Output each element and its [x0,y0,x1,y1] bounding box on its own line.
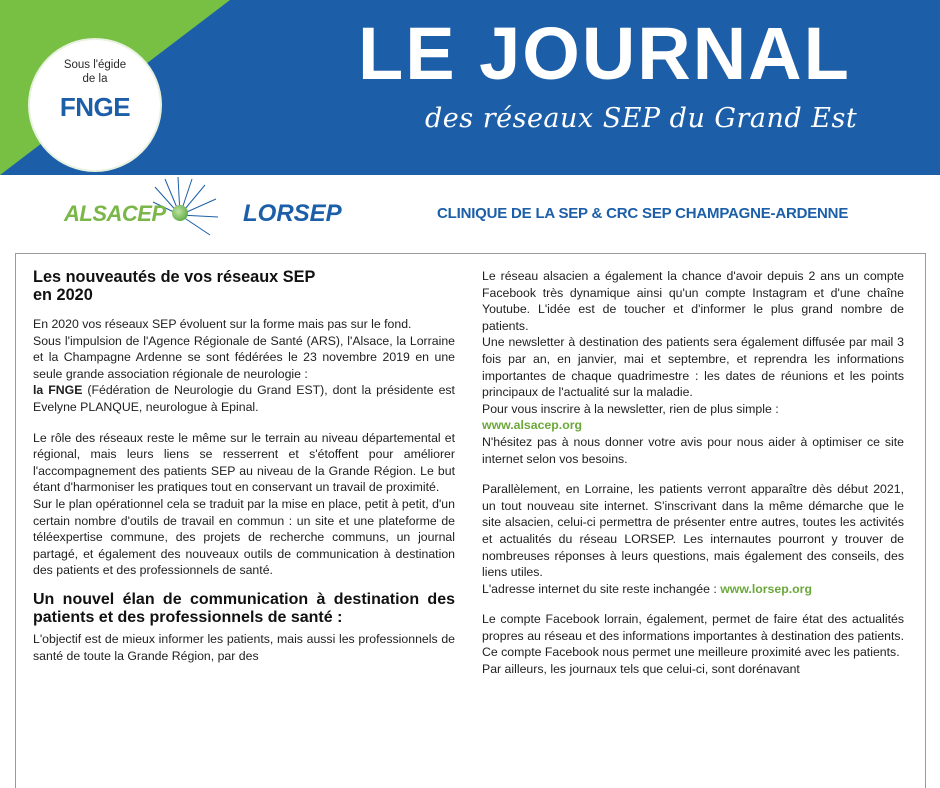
paragraph: Sur le plan opérationnel cela se traduit par la mise en place, petit à petit, d'un certain nombre d'outils de travail en commun : un site et une plateforme de téléexpertise commune, des projets de recherche communs, un journal partagé, et également des nouveaux outils de communication à destination des patients et des professionnels de santé. [33,496,455,578]
clinique-label: CLINIQUE DE LA SEP & CRC SEP CHAMPAGNE-ARDENNE [437,205,849,222]
lorsep-link[interactable]: www.lorsep.org [720,581,812,596]
section-heading: Un nouvel élan de communication à destination des patients et des professionnels de santé : [33,590,455,626]
partners-row [0,175,940,253]
alsacep-link[interactable]: www.alsacep.org [482,418,583,433]
paragraph: Sous l'impulsion de l'Agence Régionale de Santé (ARS), l'Alsace, la Lorraine et la Champagne Ardenne se sont fédérées le 23 novembre 2019 en une seule grande association régionale de neurologie : [33,333,455,381]
fnge-logo [30,40,160,170]
article-title-line2: en 2020 [33,286,93,304]
paragraph: Parallèlement, en Lorraine, les patients verront apparaître dès début 2021, un tout nouveau site internet. S'inscrivant dans la même démarche que le site alsacien, celui-ci permettra de présenter entre autres, toutes les activités et actualités du réseau LORSEP. Les internautes pourront y trouver de nombreuses réponses à leurs questions, mais également des conseils, des liens utiles. [482,482,904,580]
alsacep-orb-icon [172,205,188,221]
paragraph: Une newsletter à destination des patients sera également diffusée par mail 3 fois par an, en janvier, mai et septembre, et reprendra les informations importantes de chaque quadrimestre : les dates de réunions et les points principaux de l'actualité sur la maladie. [482,335,904,400]
lorsep-logo: LORSEP [243,200,342,227]
paragraph-rest: (Fédération de Neurologie du Grand EST), dont la présidente est Evelyne PLANQUE, neurologue à Epinal. [33,383,455,414]
article-right-column [482,268,904,678]
header-band [0,0,940,175]
journal-subtitle: des réseaux SEP du Grand Est [425,103,858,134]
paragraph: L'objectif est de mieux informer les patients, mais aussi les professionnels de santé de toute la Grande Région, par des [33,631,455,663]
fnge-bold: la FNGE [33,383,83,398]
paragraph [33,382,455,415]
logo-tagline [30,58,160,86]
paragraph: Le réseau alsacien a également la chance d'avoir depuis 2 ans un compte Facebook très dynamique ainsi qu'un compte Instagram et d'une chaîne Youtube. L'idée est de toucher et d'informer le plus grand nombre de patients. [482,269,904,333]
article-left-column [33,268,455,664]
article-title [33,268,455,304]
logo-fnge-text: FNGE [59,92,131,122]
journal-title: LE JOURNAL [358,12,851,95]
paragraph: N'hésitez pas à nous donner votre avis pour nous aider à optimiser ce site internet selon vos besoins. [482,434,904,466]
paragraph: Par ailleurs, les journaux tels que celui-ci, sont dorénavant [482,662,800,677]
article-title-line1: Les nouveautés de vos réseaux SEP [33,268,316,286]
alsacep-logo: ALSACEP [64,201,166,226]
article-frame [15,253,926,788]
paragraph: En 2020 vos réseaux SEP évoluent sur la forme mais pas sur le fond. [33,317,412,331]
paragraph-text: L'adresse internet du site reste inchangée : [482,581,721,596]
paragraph: Le rôle des réseaux reste le même sur le terrain au niveau départemental et régional, mais leurs liens se resserrent et s'étoffent pour améliorer l'accompagnement des patients SEP au niveau de la Grande Région. Le but étant d'harmoniser les pratiques tout en conservant un travail de proximité. [33,430,455,495]
logo-tagline-line2: de la [82,73,108,85]
logo-tagline-line1: Sous l'égide [63,59,127,71]
paragraph [482,581,904,598]
paragraph: Le compte Facebook lorrain, également, permet de faire état des actualités propres au réseau et des informations importantes à destination des patients. Ce compte Facebook nous permet une meilleure proximité avec les patients. [482,612,904,660]
paragraph: Pour vous inscrire à la newsletter, rien de plus simple : [482,401,779,416]
